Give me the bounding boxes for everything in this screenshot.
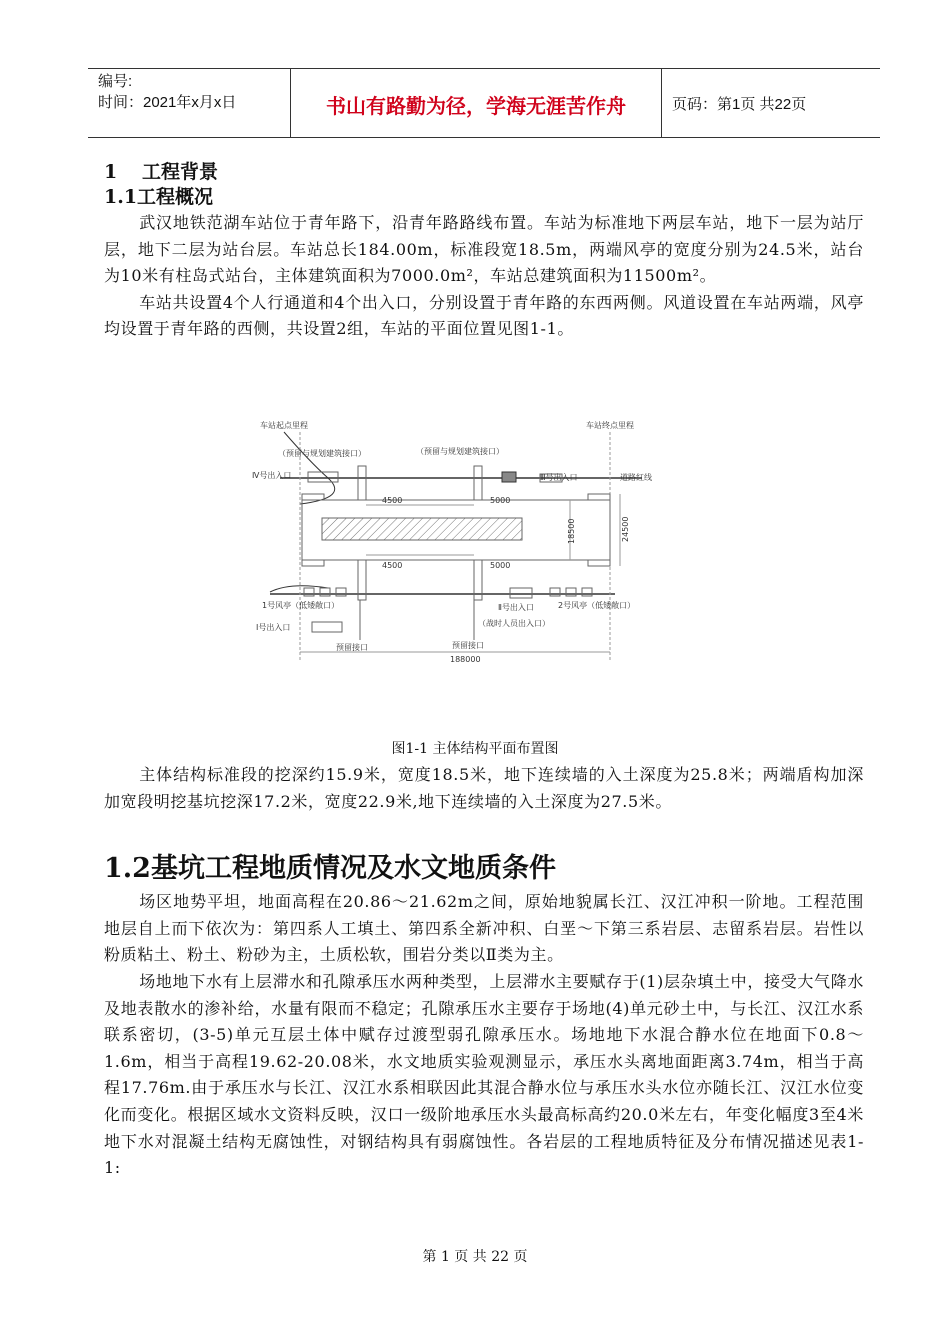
dim-4500-bottom: 4500 [382, 561, 403, 570]
document-body [104, 160, 864, 343]
label-reserved-2: （预留与规划建筑接口） [416, 447, 504, 456]
dim-5000-top: 5000 [490, 496, 511, 505]
dim-24500: 24500 [621, 516, 630, 542]
label-exit-ii: Ⅱ号出入口 [498, 603, 534, 612]
header-page-number: 页码：第1页 共22页 [672, 95, 807, 113]
label-start-mileage: 车站起点里程 [260, 421, 308, 430]
figure-caption: 图1-1 主体结构平面布置图 [391, 741, 559, 757]
label-wind-1: 1号风亭（低矮敞口） [262, 601, 340, 610]
label-end-mileage: 车站终点里程 [586, 421, 634, 430]
paragraph-geology: 场区地势平坦，地面高程在20.86～21.62m之间，原始地貌属长江、汉江冲积一阶地。工程范围地层自上而下依次为：第四系人工填土、第四系全新冲积、白垩～下第三系岩层、志留系岩层。岩性以粉质粘土、粉土、粉砂为主，土质松软，围岩分类以Ⅱ类为主。 [104, 892, 864, 965]
paragraph-excavation: 主体结构标准段的挖深约15.9米，宽度18.5米，地下连续墙的入土深度为25.8米；两端盾构加深加宽段明挖基坑挖深17.2米，宽度22.9米,地下连续墙的入土深度为27.5米。 [104, 765, 864, 811]
label-wind-2: 2号风亭（低矮敞口） [558, 601, 636, 610]
document-body-continued [104, 762, 864, 1182]
dim-total: 188000 [450, 655, 481, 664]
dim-5000-bottom: 5000 [490, 561, 511, 570]
section-1-2-heading: 1.2基坑工程地质情况及水文地质条件 [104, 853, 556, 885]
section-1-title: 工程背景 [142, 161, 219, 183]
page-footer: 第 1 页 共 22 页 [422, 1249, 528, 1265]
section-1-number: 1 [104, 161, 118, 183]
header-motto: 书山有路勤为径，学海无涯苦作舟 [290, 69, 662, 137]
paragraph-overview: 武汉地铁范湖车站位于青年路下，沿青年路路线布置。车站为标准地下两层车站，地下一层为站厅层，地下二层为站台层。车站总长184.00m，标准段宽18.5m，两端风亭的宽度分别为24.5米，站台为10米有柱岛式站台，主体建筑面积为7000.0m²，车站总建筑面积为11500m²。 [104, 213, 864, 286]
station-plan-figure [240, 412, 680, 672]
header-time: 时间：2021年x月x日 [98, 94, 237, 111]
dim-4500-top: 4500 [382, 496, 403, 505]
section-1-heading [104, 160, 864, 184]
label-reserved-port-2: 预留接口 [452, 641, 484, 650]
label-road-line: 道路红线 [620, 473, 652, 482]
page-header [88, 68, 880, 138]
paragraph-entrances: 车站共设置4个人行通道和4个出入口，分别设置于青年路的东西两侧。风道设置在车站两端，风亭均设置于青年路的西侧，共设置2组，车站的平面位置见图1-1。 [104, 292, 864, 339]
label-reserved-1: （预留与规划建筑接口） [278, 449, 366, 458]
label-exit-iii: Ⅲ号出入口 [540, 473, 578, 482]
paragraph-hydrology: 场地地下水有上层滞水和孔隙承压水两种类型，上层滞水主要赋存于(1)层杂填土中，接受大气降水及地表散水的渗补给，水量有限而不稳定；孔隙承压水主要存于场地(4)单元砂土中，与长江、汉江水系联系密切，(3-5)单元互层土体中赋存过渡型弱孔隙承压水。场地地下水混合静水位在地面下0.8～1.6m，相当于高程19.62-20.08米，水文地质实验观测显示，承压水头离地面距离3.74m，相当于高程17.76m.由于承压水与长江、汉江水系相联因此其混合静水位与承压水头水位亦随长江、汉江水位变化而变化。根据区域水文资料反映，汉口一级阶地承压水头最高标高约20.0米左右，年变化幅度3至4米地下水对混凝土结构无腐蚀性，对钢结构具有弱腐蚀性。各岩层的工程地质特征及分布情况描述见表1-1: [104, 971, 864, 1178]
label-exit-iv: Ⅳ号出入口 [252, 471, 292, 480]
label-reserved-port-1: 预留接口 [336, 643, 368, 652]
label-wartime-exit: （战时人员出入口） [478, 619, 550, 628]
label-exit-i: Ⅰ号出入口 [256, 623, 291, 632]
header-number: 编号: [98, 73, 133, 90]
dim-18500: 18500 [567, 518, 576, 544]
station-plan-drawing [240, 412, 680, 672]
section-1-1-heading: 1.1工程概况 [104, 186, 214, 208]
header-meta [88, 69, 290, 137]
